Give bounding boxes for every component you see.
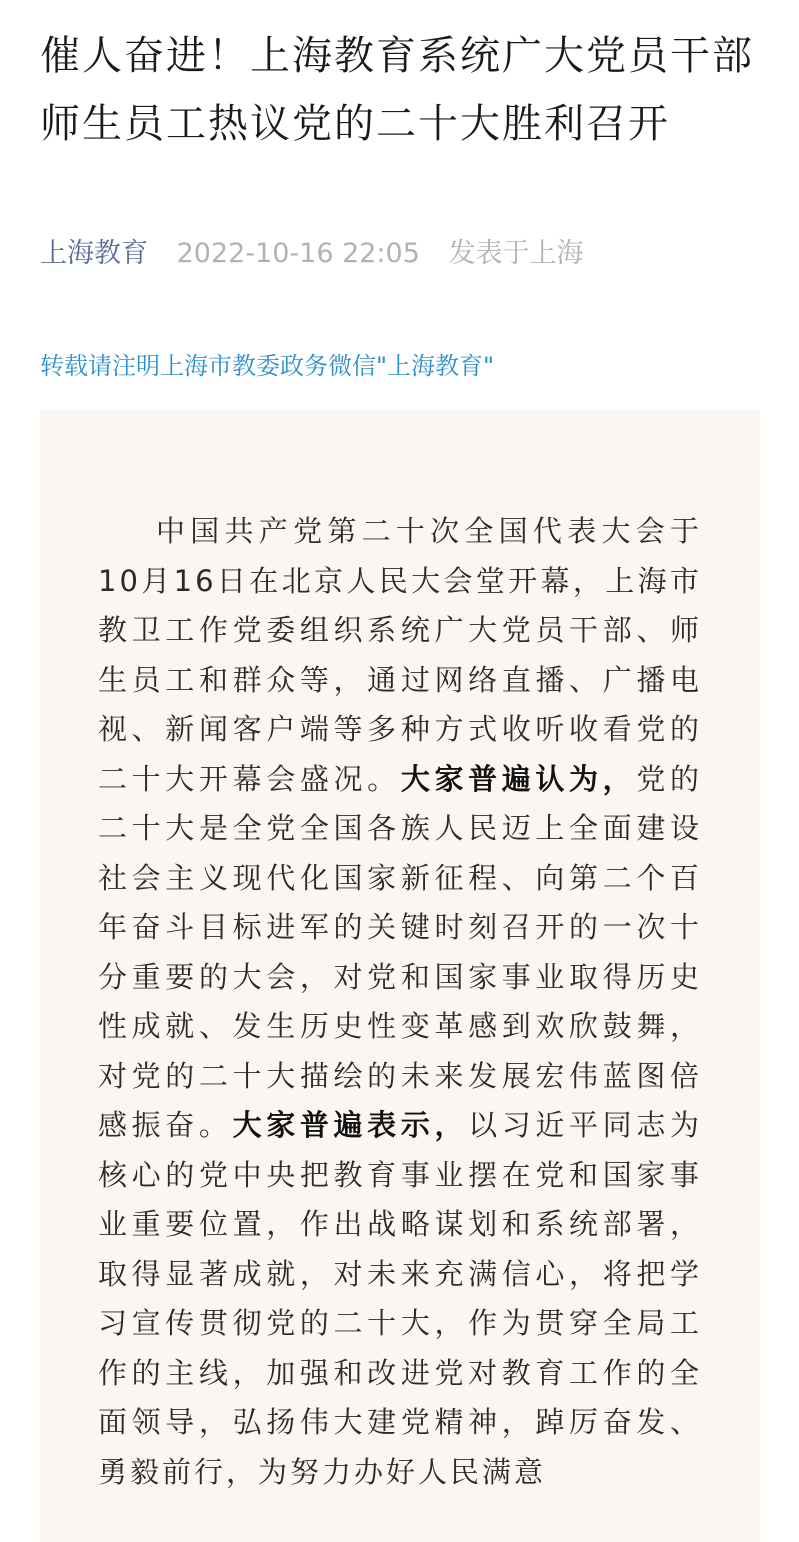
highlight-segment: 大家普遍表示， xyxy=(232,1108,469,1142)
publish-time: 2022-10-16 22:05 xyxy=(176,238,420,269)
article-title: 催人奋进！上海教育系统广大党员干部师生员工热议党的二十大胜利召开 xyxy=(40,33,754,147)
article-paragraph xyxy=(98,507,702,1497)
reprint-notice: 转载请注明上海市教委政务微信"上海教育" xyxy=(40,352,495,380)
account-name-link[interactable]: 上海教育 xyxy=(40,238,148,269)
paragraph-segment: 以习近平同志为核心的党中央把教育事业摆在党和国家事业重要位置，作出战略谋划和系统部署，取得显著成就，对未来充满信心，将把学习宣传贯彻党的二十大，作为贯穿全局工作的主线，加强和改进党对教育工作的全面领导，弘扬伟大建党精神，踔厉奋发、勇毅前行，为努力办好人民满意 xyxy=(98,1108,702,1489)
paragraph-segment: 中国共产党第二十次全国代表大会于10月16日在北京人民大会堂开幕，上海市教卫工作党委组织系统广大党员干部、师生员工和群众等，通过网络直播、广播电视、新闻客户端等多种方式收听收看党的二十大开幕会盛况。 xyxy=(98,514,702,796)
paragraph-segment: 党的二十大是全党全国各族人民迈上全面建设社会主义现代化国家新征程、向第二个百年奋斗目标进军的关键时刻召开的一次十分重要的大会，对党和国家事业取得历史性成就、发生历史性变革感到欢欣鼓舞，对党的二十大描绘的未来发展宏伟蓝图倍感振奋。 xyxy=(98,761,702,1142)
content-card xyxy=(40,410,760,1542)
highlight-segment: 大家普遍认为， xyxy=(400,761,637,796)
article-meta xyxy=(40,232,584,276)
publish-location: 发表于上海 xyxy=(448,238,584,269)
